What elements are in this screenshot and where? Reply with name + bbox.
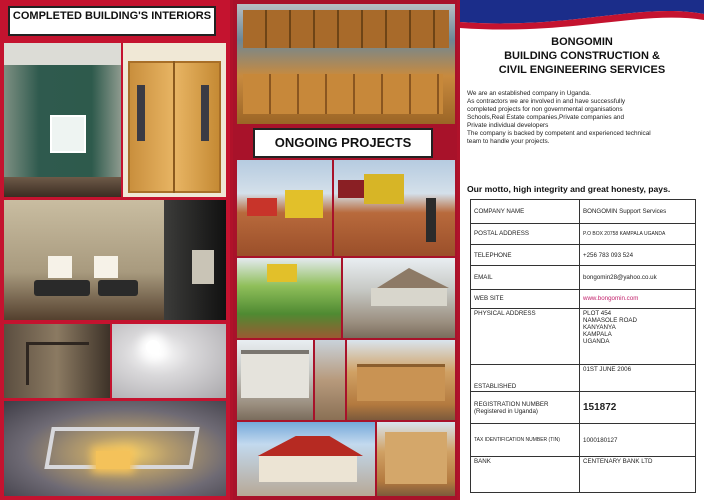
- intro-line: We are an established company in Uganda.: [467, 90, 591, 97]
- row-label: ESTABLISHED: [471, 364, 580, 392]
- address-line: UGANDA: [583, 338, 610, 346]
- row-value: CENTENARY BANK LTD: [580, 456, 696, 492]
- company-subtitle-1: BUILDING CONSTRUCTION &: [504, 50, 660, 62]
- intro-line: As contractors we are involved in and have successfully: [467, 98, 626, 105]
- photo-ceiling-light: [112, 324, 226, 398]
- row-label: WEB SITE: [471, 289, 580, 308]
- table-row: [471, 223, 696, 244]
- row-value: P.O BOX 20758 KAMPALA UGANDA: [580, 223, 696, 244]
- intro-line: team to handle your projects.: [467, 138, 550, 145]
- row-value: BONGOMIN Support Services: [580, 200, 696, 224]
- website-link[interactable]: www.bongomin.com: [580, 289, 696, 308]
- table-row: [471, 456, 696, 492]
- top-wave-decoration: [460, 0, 704, 34]
- projects-panel: [233, 0, 457, 500]
- company-motto: Our motto, high integrity and great honesty, pays.: [467, 184, 671, 194]
- interiors-banner: [8, 6, 216, 36]
- row-value: 151872: [580, 392, 696, 424]
- intro-line: completed projects for non governmental organisations: [467, 106, 623, 113]
- projects-banner: [253, 128, 433, 158]
- projects-banner-text: ONGOING PROJECTS: [274, 135, 412, 150]
- row-label: BANK: [471, 456, 580, 492]
- table-row: [471, 244, 696, 265]
- table-row: [471, 424, 696, 456]
- photo-staircase: [4, 324, 110, 398]
- company-info-table: [470, 199, 696, 493]
- photo-house-red-roof: [237, 422, 375, 496]
- interiors-panel: [0, 0, 230, 500]
- photo-house-grey: [343, 258, 455, 338]
- row-value: +256 783 093 524: [580, 244, 696, 265]
- row-label: PHYSICAL ADDRESS: [471, 309, 580, 365]
- row-value: bongomin28@yahoo.co.uk: [580, 266, 696, 290]
- row-label: COMPANY NAME: [471, 200, 580, 224]
- interiors-banner-text: COMPLETED BUILDING'S INTERIORS: [12, 10, 212, 22]
- table-row: [471, 392, 696, 424]
- photo-kitchen: [237, 4, 455, 124]
- table-row: [471, 309, 696, 365]
- company-panel: [460, 0, 704, 500]
- intro-line: Schools,Real Estate companies,Private companies and: [467, 114, 625, 121]
- intro-line: The company is backed by competent and experienced technical: [467, 130, 651, 137]
- table-row: [471, 289, 696, 308]
- table-row: [471, 266, 696, 290]
- photo-house-brick-1: [347, 340, 455, 420]
- row-label: POSTAL ADDRESS: [471, 223, 580, 244]
- intro-line: Private individual developers: [467, 122, 549, 129]
- photo-ceiling-design: [4, 401, 226, 496]
- photo-green-room: [4, 43, 121, 197]
- address-line: NAMASOLE ROAD: [583, 317, 637, 325]
- row-label: TAX IDENTIFICATION NUMBER (TIN): [471, 424, 580, 456]
- company-subtitle-2: CIVIL ENGINEERING SERVICES: [498, 64, 666, 76]
- company-intro: [467, 90, 698, 146]
- photo-earthworks-1: [237, 160, 332, 256]
- company-name: BONGOMIN: [551, 36, 613, 48]
- table-row: [471, 364, 696, 392]
- photo-house-frame: [237, 340, 313, 420]
- row-value: 01ST JUNE 2006: [580, 364, 696, 392]
- photo-living-room: [4, 200, 226, 320]
- photo-road-path: [315, 340, 345, 420]
- row-value: [580, 309, 696, 365]
- row-label: REGISTRATION NUMBER (Registered in Uganda): [471, 392, 580, 424]
- photo-house-brick-2: [377, 422, 455, 496]
- address-line: PLOT 454: [583, 310, 612, 318]
- photo-wooden-door: [123, 43, 226, 197]
- photo-earthworks-2: [334, 160, 455, 256]
- row-label: TELEPHONE: [471, 244, 580, 265]
- row-value: 1000180127: [580, 424, 696, 456]
- address-line: KANYANYA: [583, 324, 616, 332]
- table-row: [471, 200, 696, 224]
- address-line: KAMPALA: [583, 331, 612, 339]
- photo-field-grading: [237, 258, 341, 338]
- row-label: EMAIL: [471, 266, 580, 290]
